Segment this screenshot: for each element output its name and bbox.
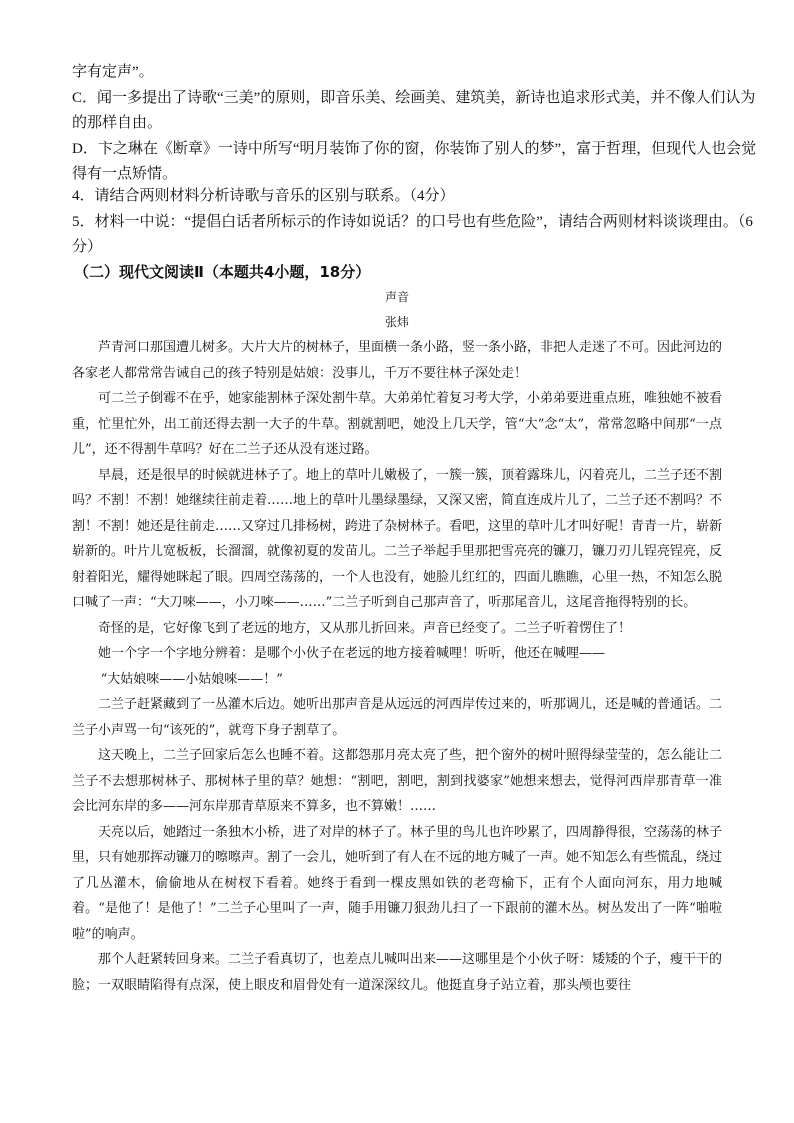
story-paragraph: 天亮以后，她踏过一条独木小桥，进了对岸的林子了。林子里的鸟儿也许吵累了，四周静得很，空荡荡的林子里，只有她那挥动镰刀的嚓嚓声。割了一会儿，她听到了有人在不远的地方喊了一声。她不知怎么有些慌乱，绕过了几丛灌木，偷偷地从在树杈下看着。她终于看到一棵皮黑如铁的老弯榆下，正有个人面向河东，用力地喊着。“是他了！是他了！”二兰子心里叫了一声，随手用镰刀狠劲儿扫了一下跟前的灌木丛。树丛发出了一阵“啪啦啦”的响声。 bbox=[72, 824, 723, 942]
question-5-continued: 分） bbox=[72, 239, 103, 255]
story-paragraph: 可二兰子倒霉不在乎，她家能割林子深处割牛草。大弟弟忙着复习考大学，小弟弟要进重点班，唯独她不被看重，忙里忙外，出工前还得去割一大子的牛草。割就割吧，她没上几天学，管“大”念“太”，常常忽略中间那“一点儿”，还不得割牛草吗？好在二兰子还从没有迷过路。 bbox=[72, 391, 723, 457]
story-paragraph: 这天晚上，二兰子回家后怎么也睡不着。这都怨那月亮太亮了些，把个窗外的树叶照得绿莹莹的，怎么能让二兰子不去想那树林子、那树林子里的草？她想：“割吧，割吧，割到找婆家”她想来想去，觉得河西岸那青草一准会比河东岸的多——河东岸那青草原来不算多，也不算嫩！…… bbox=[72, 748, 723, 814]
option-d: D．卞之琳在《断章》一诗中所写“明月装饰了你的窗，你装饰了别人的梦”，富于哲理，但现代人也会觉 bbox=[72, 141, 757, 157]
story-paragraph: 早晨，还是很早的时候就进林子了。地上的草叶儿嫩极了，一簇一簇，顶着露珠儿，闪着亮儿，二兰子还不割吗？不割！不割！她继续往前走着……地上的草叶儿墨绿墨绿，又深又密，简直连成片儿了，二兰子还不割吗？不割！不割！她还是往前走……又穿过几排杨树，跨进了杂树林子。看吧，这里的草叶儿才叫好呢！青青一片，崭新崭新的。叶片儿宽板板，长溜溜，就像初夏的发苗儿。二兰子举起手里那把雪亮亮的镰刀，镰刀刃儿锃亮锃亮，反射着阳光，耀得她眯起了眼。四周空荡荡的，一个人也没有，她脸儿红红的，四面儿瞧瞧，心里一热，不知怎么脱口喊了一声：“大刀唻——，小刀唻——……”二兰子听到自己那声音了，听那尾音儿，这尾音拖得特别的长。 bbox=[72, 467, 723, 610]
question-3-tail: 字有定声”。 bbox=[72, 64, 154, 80]
story-paragraph: 二兰子赶紧藏到了一丛灌木后边。她听出那声音是从远远的河西岸传过来的，听那调儿，还是喊的普通话。二兰子小声骂一句“该死的”，就弯下身子割草了。 bbox=[72, 697, 723, 738]
story-paragraph: 那个人赶紧转回身来。二兰子看真切了，也差点儿喊叫出来——这哪里是个小伙子呀：矮矮的个子，瘦干干的脸；一双眼睛陷得有点深，使上眼皮和眉骨处有一道深深纹儿。他挺直身子站立着，那头颅也要往 bbox=[72, 952, 723, 993]
story-paragraph: 芦青河口那国遭儿树多。大片大片的树林子，里面横一条小路，竖一条小路，非把人走迷了不可。因此河边的各家老人都常常告诫自己的孩子特别是姑娘：没事儿，千万不要往林子深处走！ bbox=[72, 340, 723, 381]
section-title: （二）现代文阅读Ⅱ（本题共4小题，18分） bbox=[74, 263, 371, 281]
story-title: 声音 bbox=[384, 290, 409, 304]
option-c: C．闻一多提出了诗歌“三美”的原则，即音乐美、绘画美、建筑美，新诗也追求形式美，并不像人们认为 bbox=[72, 90, 756, 106]
option-d-continued: 得有一点矫情。 bbox=[72, 166, 178, 182]
story-paragraph: 奇怪的是，它好像飞到了老远的地方，又从那儿折回来。声音已经变了。二兰子听着愣住了！ bbox=[98, 620, 632, 636]
question-5: 5．材料一中说：“提倡白话者所标示的作诗如说话？的口号也有些危险”，请结合两则材料谈谈理由。（6 bbox=[72, 214, 753, 230]
story-paragraph: “大姑娘唻——小姑娘唻——！” bbox=[100, 671, 283, 687]
option-c-continued: 的那样自由。 bbox=[72, 115, 163, 131]
question-4: 4．请结合两则材料分析诗歌与音乐的区别与联系。（4分） bbox=[72, 188, 455, 204]
story-paragraph: 她一个字一个字地分辨着：是哪个小伙子在老远的地方接着喊哩！听听，他还在喊哩—— bbox=[98, 646, 606, 661]
story-body bbox=[72, 335, 722, 998]
story-author: 张炜 bbox=[384, 315, 409, 329]
